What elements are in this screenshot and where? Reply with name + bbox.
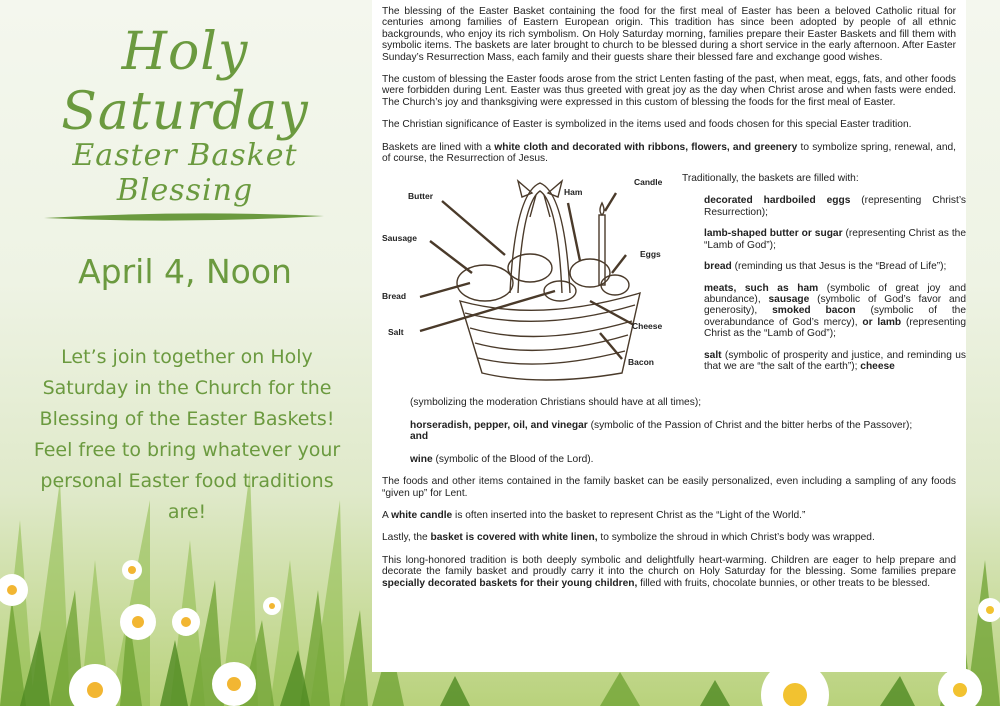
basket-section xyxy=(382,173,967,405)
basket-label-salt: Salt xyxy=(388,327,404,338)
list-item: decorated hardboiled eggs (representing Christ’s Resurrection); xyxy=(704,195,967,218)
basket-label-candle: Candle xyxy=(634,177,663,188)
basket-label-eggs: Eggs xyxy=(640,249,661,260)
list-item: salt (symbolic of prosperity and justice, and reminding us that we are “the salt of the earth”); cheese xyxy=(704,349,966,372)
food-list xyxy=(704,195,966,382)
list-item: meats, such as ham (symbolic of great joy and abundance), sausage (symbolic of God’s favor and generosity), smoked bacon (symbolic of the overabundance of God’s mercy), or lamb (representing Christ as the “Lamb of God”); xyxy=(704,282,966,340)
list-intro: Traditionally, the baskets are filled with: xyxy=(682,173,859,185)
paragraph: Baskets are lined with a white cloth and decorated with ribbons, flowers, and greenery to symbolize spring, renewal, and, of course, the Resurrection of Jesus. xyxy=(382,141,957,165)
page-subtitle: Easter Basket Blessing xyxy=(72,138,298,208)
paragraph: This long-honored tradition is both deeply symbolic and delightfully heart-warming. Children are eager to help prepare and decorate the family basket and proudly carry it into the church on Holy Saturday for the blessing. Some families prepare specially decorated baskets for their young children, filled with fruits, chocolate bunnies, or other treats to be blessed. xyxy=(382,554,956,589)
list-item: (symbolizing the moderation Christians should have at all times); xyxy=(410,397,702,409)
basket-label-cheese: Cheese xyxy=(632,321,663,332)
paragraph: A white candle is often inserted into the basket to represent Christ as the “Light of the World.” xyxy=(382,509,806,521)
basket-label-sausage: Sausage xyxy=(382,233,417,244)
paragraph: The Christian significance of Easter is symbolized in the items used and foods chosen for this special Easter tradition. xyxy=(382,119,912,131)
invitation-text: Let’s join together on Holy Saturday in the Church for the Blessing of the Easter Baskets! Feel free to bring whatever your personal Easter food traditions are! xyxy=(33,346,341,523)
basket-label-bacon: Bacon xyxy=(628,357,654,368)
paragraph: Lastly, the basket is covered with white linen, to symbolize the shroud in which Christ’s body was wrapped. xyxy=(382,532,875,544)
paragraph: The blessing of the Easter Basket containing the food for the first meal of Easter has been a beloved Catholic ritual for centuries among families of Eastern European origin. This tradition has since been adopted by people of all ethnic backgrounds, who enjoy its rich symbolism. On Holy Saturday morning, families prepare their Easter Baskets and fill them with symbolic items. The baskets are later brought to church to be blessed during a short service in the early afternoon. After Easter Sunday’s Resurrection Mass, each family and their guests share their blessed fare and exchange good wishes. xyxy=(382,6,956,63)
event-date: April 4, Noon xyxy=(78,252,292,291)
paragraph: The custom of blessing the Easter foods arose from the strict Lenten fasting of the past, when meat, eggs, fats, and other foods were forbidden during Lent. Easter was thus greeted with great joy as the day when Christ arose and when fasts were ended. The Church’s joy and thanksgiving were expressed in this custom of blessing the foods for the first meal of Easter. xyxy=(382,74,956,108)
page-title: Holy Saturday xyxy=(61,22,309,142)
basket-label-bread: Bread xyxy=(382,291,407,302)
brush-divider xyxy=(44,210,324,224)
list-item: wine (symbolic of the Blood of the Lord). xyxy=(410,453,594,465)
list-item: horseradish, pepper, oil, and vinegar (symbolic of the Passion of Christ and the bitter herbs of the Passover); and xyxy=(410,419,913,443)
document-page xyxy=(372,0,966,672)
easter-basket-illustration xyxy=(390,173,663,383)
list-item: lamb-shaped butter or sugar (representing Christ as the “Lamb of God”); xyxy=(704,228,966,251)
paragraph: The foods and other items contained in the family basket can be easily personalized, even including a sampling of any foods “given up” for Lent. xyxy=(382,476,956,499)
list-item: bread (reminding us that Jesus is the “Bread of Life”); xyxy=(704,261,947,273)
basket-label-ham: Ham xyxy=(564,187,583,198)
basket-label-butter: Butter xyxy=(408,191,434,202)
list-continued xyxy=(410,397,956,465)
